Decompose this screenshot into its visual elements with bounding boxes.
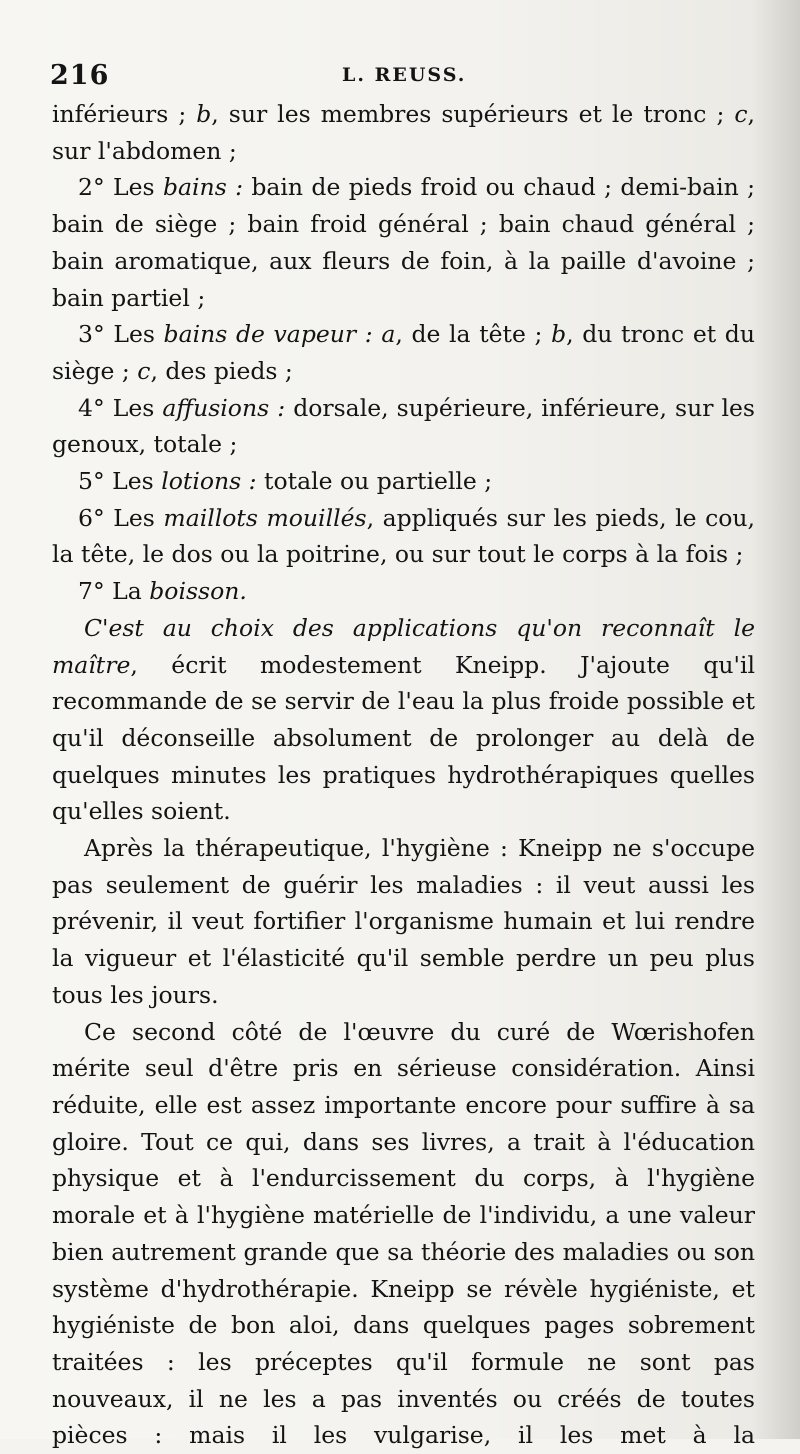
text-run: , appliqués sur les pieds, le cou, la tête, le dos ou la poitrine, ou sur tout le corps à la fois ; [52, 503, 756, 569]
paragraph [52, 573, 755, 610]
paragraph [52, 316, 755, 389]
page-header [50, 60, 750, 96]
paragraph [52, 830, 755, 1014]
italic-text: C'est au choix des applications qu'on reconnaît le maître [52, 613, 755, 679]
italic-text: boisson. [149, 577, 247, 606]
text-run: , écrit modestement Kneipp. J'ajoute qu'il recommande de se servir de l'eau la plus froide possible et qu'il déconseille absolument de prolonger au delà de quelques minutes les pratiques hydrothérapiques quelles qu'elles soient. [52, 650, 755, 826]
text-run: dorsale, supérieure, inférieure, sur les genoux, totale ; [52, 393, 755, 459]
page-number: 216 [50, 60, 110, 91]
italic-text: bains de vapeur : a [163, 320, 396, 349]
text-run: bain de pieds froid ou chaud ; demi-bain ; bain de siège ; bain froid général ; bain chaud général ; bain aromatique, aux fleurs de foin, à la paille d'avoine ; bain partiel ; [52, 173, 756, 312]
running-title: L. REUSS. [342, 64, 467, 86]
italic-text: affusions : [162, 393, 286, 422]
text-run: 3° Les [78, 320, 164, 349]
paragraph [52, 463, 755, 500]
text-run: , sur les membres supérieurs et le tronc ; [211, 100, 735, 128]
paragraph [52, 169, 755, 316]
text-run: 6° Les [78, 503, 164, 532]
paragraph [52, 1014, 755, 1454]
text-run: 5° Les [78, 467, 162, 496]
text-run: , sur l'abdomen ; [52, 100, 756, 165]
text-run: totale ou partielle ; [256, 467, 493, 496]
text-run: inférieurs ; [52, 100, 197, 128]
text-run: 2° Les [78, 173, 163, 202]
text-run: , de la tête ; [395, 320, 552, 349]
text-run: 4° Les [78, 393, 163, 422]
text-run: , du tronc et du siège ; [52, 320, 755, 385]
body-text [52, 96, 755, 1454]
paragraph [52, 610, 755, 830]
paragraph [52, 96, 755, 169]
italic-text: c [734, 100, 748, 128]
italic-text: maillots mouillés [163, 503, 367, 532]
text-run: Ce second côté de l'œuvre du curé de Wœrishofen mérite seul d'être pris en sérieuse considération. Ainsi réduite, elle est assez importante encore pour suffire à sa gloire. Tout ce qui, dans ses livres, a trait à l'éducation physique et à l'endurcissement du corps, à l'hygiène morale et à l'hygiène matérielle de l'individu, a une valeur bien autrement grande que sa théorie des maladies ou son système d'hydrothérapie. Kneipp se révèle hygiéniste, et hygiéniste de bon aloi, dans quelques pages sobrement traitées : les préceptes qu'il formule ne sont pas nouveaux, il ne les a pas inventés ou créés de toutes pièces : mais il les vulgarise, il les met à la [52, 1017, 755, 1450]
paragraph [52, 390, 755, 463]
italic-text: c [137, 356, 151, 385]
text-run: Après la thérapeutique, l'hygiène : Kneipp ne s'occupe pas seulement de guérir les maladies : il veut aussi les prévenir, il veut fortifier l'organisme humain et lui rendre la vigueur et l'élasticité qu'il semble perdre un peu plus tous les jours. [52, 834, 755, 1009]
italic-text: lotions : [161, 467, 257, 496]
paragraph [52, 500, 755, 573]
italic-text: b [196, 100, 212, 128]
italic-text: b [551, 320, 567, 349]
text-run: 7° La [78, 577, 150, 606]
italic-text: bains : [162, 173, 244, 202]
text-run: , des pieds ; [150, 356, 293, 385]
